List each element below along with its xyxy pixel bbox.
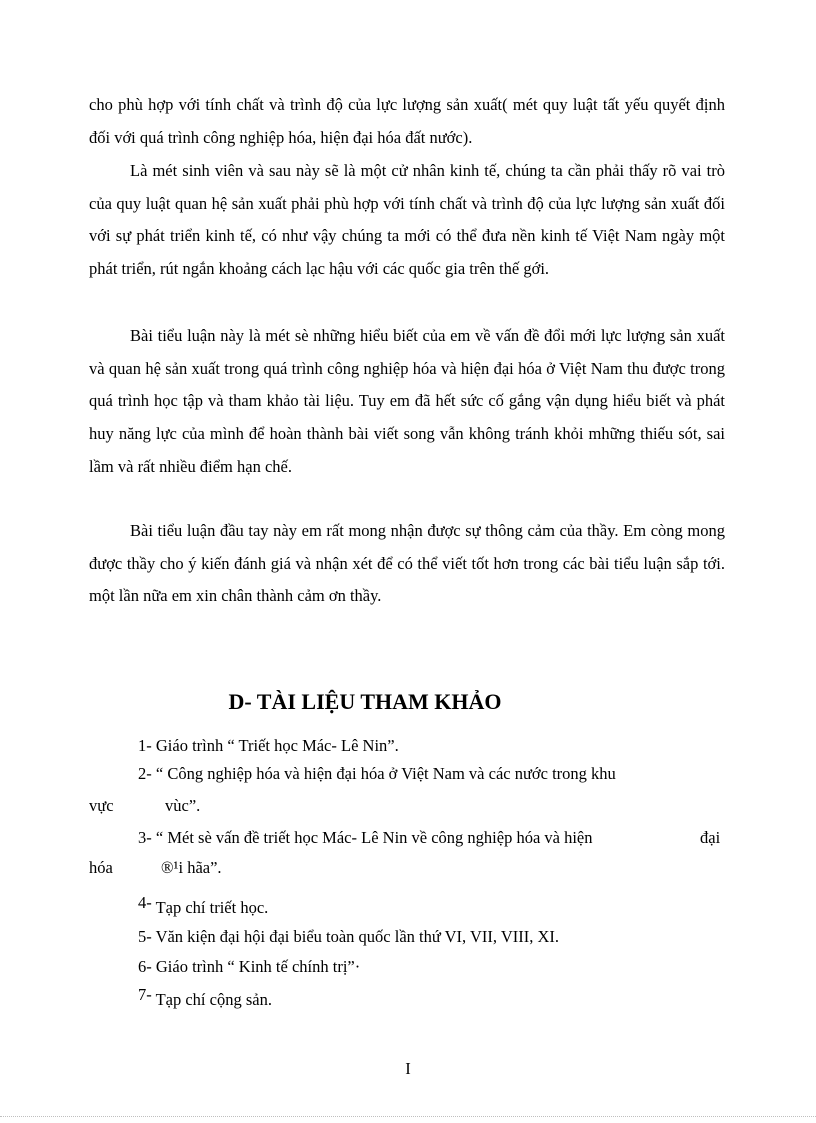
reference-item-6: 6- Giáo trình “ Kinh tế chính trị”· xyxy=(138,957,361,976)
reference-item-7-number: 7- xyxy=(138,985,152,1004)
reference-item-3: 3- “ Mét sè vấn đề triết học Mác- Lê Nin về công nghiệp hóa và hiện xyxy=(138,828,593,847)
reference-item-4-number: 4- xyxy=(138,893,152,912)
reference-item-5: 5- Văn kiện đại hội đại biểu toàn quốc lần thứ VI, VII, VIII, XI. xyxy=(138,927,560,946)
reference-item-3-wrap-a: hóa xyxy=(89,858,113,877)
reference-item-4-text: Tạp chí triết học. xyxy=(151,898,269,917)
reference-item-3-end: đại xyxy=(700,828,721,847)
reference-item-2-wrap-b: vùc”. xyxy=(165,796,201,815)
paragraph-essay-purpose: Bài tiểu luận này là mét sè những hiểu biết của em về vấn đề đổi mới lực lượng sản xuất và quan hệ sản xuất trong quá trình công nghiệp hóa và hiện đại hóa ở Việt Nam thu được trong quá trình học tập và tham khảo tài liệu. Tuy em đã hết sức cố gắng vận dụng hiểu biết và phát huy năng lực của mình để hoàn thành bài viết song vẫn không tránh khỏi mhững thiếu sót, sai lầm và rất nhiều điểm hạn chế. xyxy=(89,326,725,476)
reference-item-1: 1- Giáo trình “ Triết học Mác- Lê Nin”. xyxy=(138,736,399,755)
reference-item-2-wrap-a: vực xyxy=(89,796,114,815)
reference-item-7 xyxy=(138,984,272,1016)
references-heading: D- TÀI LIỆU THAM KHẢO xyxy=(228,689,502,714)
reference-item-2: 2- “ Công nghiệp hóa và hiện đại hóa ở Việt Nam và các nước trong khu xyxy=(138,764,616,783)
reference-item-7-text: Tạp chí cộng sản. xyxy=(151,990,272,1009)
reference-item-4 xyxy=(138,892,268,924)
page-bottom-divider xyxy=(0,1116,816,1117)
page-number: I xyxy=(405,1059,411,1078)
reference-item-3-wrap-b: ®¹i hãa”. xyxy=(161,858,222,877)
paragraph-intro-end: cho phù hợp với tính chất và trình độ của lực lượng sản xuất( mét quy luật tất yếu quyết định đối với quá trình công nghiệp hóa, hiện đại hóa đất nước). xyxy=(89,95,725,147)
paragraph-student-role: Là mét sinh viên và sau này sẽ là một cử nhân kinh tế, chúng ta cần phải thấy rõ vai trò của quy luật quan hệ sản xuất phải phù hợp với tính chất và trình độ của lực lượng sản xuất đối với sự phát triển kinh tế, có như vậy chúng ta mới có thể đưa nền kinh tế Việt Nam ngày một phát triển, rút ngắn khoảng cách lạc hậu với các quốc gia trên thế gới. xyxy=(89,161,725,279)
paragraph-thanks: Bài tiểu luận đầu tay này em rất mong nhận được sự thông cảm của thầy. Em còng mong được thầy cho ý kiến đánh giá và nhận xét để có thể viết tốt hơn trong các bài tiểu luận sắp tới. một lần nữa em xin chân thành cảm ơn thầy. xyxy=(89,521,725,606)
